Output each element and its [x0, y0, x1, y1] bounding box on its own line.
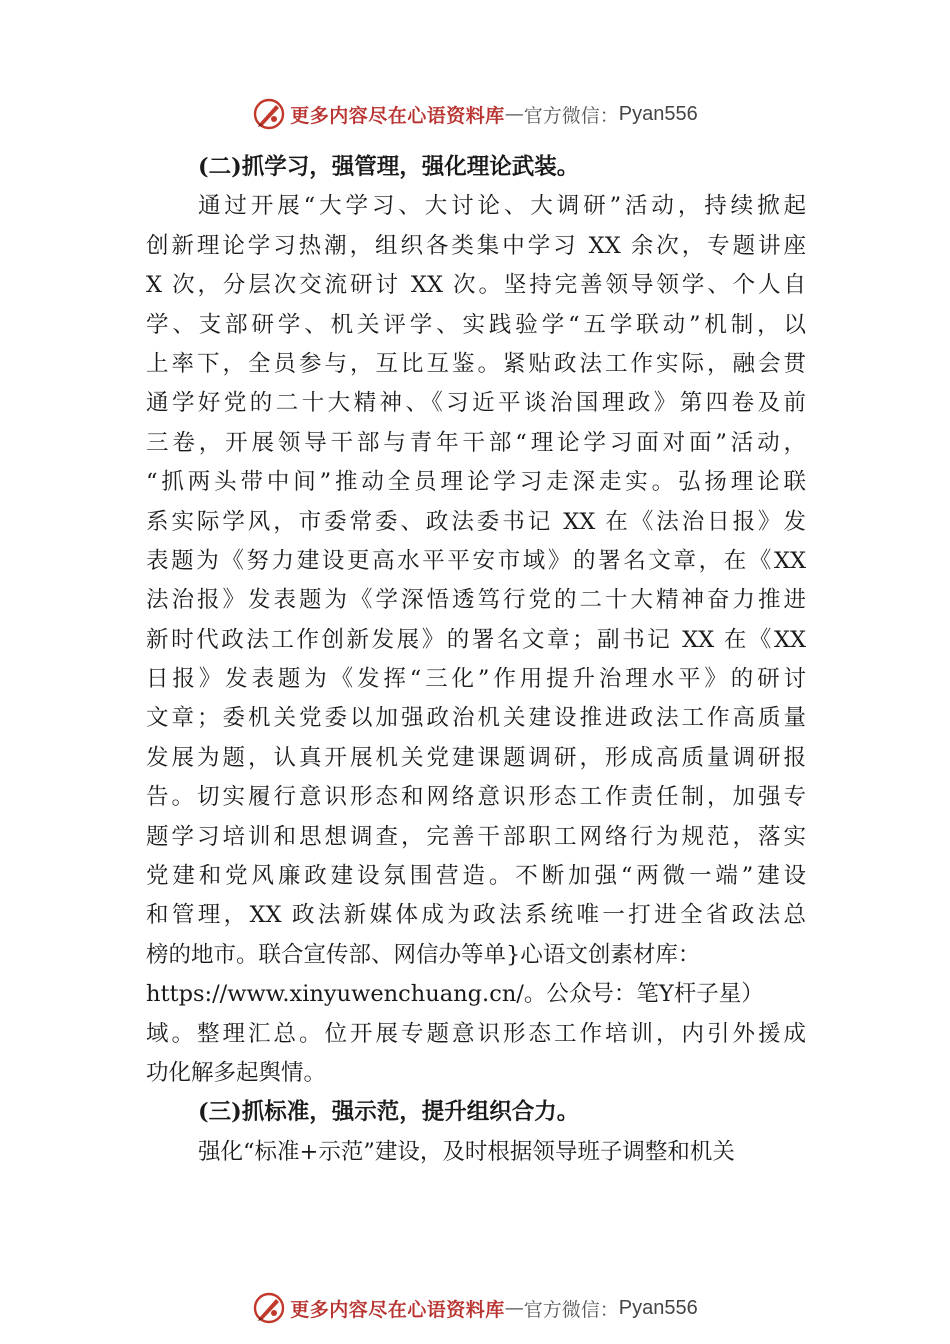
paragraph-line: 和管理，XX 政法新媒体成为政法系统唯一打进全省政法总	[146, 902, 806, 929]
paragraph-line: 告。切实履行意识形态和网络意识形态工作责任制，加强专	[146, 784, 806, 811]
footer-banner	[0, 1288, 950, 1328]
paragraph-line: 上率下，全员参与，互比互鉴。紧贴政法工作实际，融会贯	[146, 350, 806, 377]
paragraph-line: 系实际学风，市委常委、政法委书记 XX 在《法治日报》发	[146, 508, 806, 535]
section-heading-2: (二)抓学习，强管理，强化理论武装。	[198, 154, 580, 180]
paragraph-line: 强化“标准+示范”建设，及时根据领导班子调整和机关	[198, 1138, 735, 1165]
document-body	[146, 148, 806, 1172]
pen-logo-icon	[252, 1291, 286, 1325]
paragraph-line: 发展为题，认真开展机关党建课题调研，形成高质量调研报	[146, 744, 806, 771]
paragraph-line: 文章；委机关党委以加强政治机关建设推进政法工作高质量	[146, 705, 806, 732]
paragraph-line: 榜的地市。联合宣传部、网信办等单}心语文创素材库：	[146, 941, 701, 968]
header-banner	[0, 94, 950, 134]
banner-title: 更多内容尽在心语资料库	[290, 1298, 505, 1321]
paragraph-line: 创新理论学习热潮，组织各类集中学习 XX 余次，专题讲座	[146, 232, 806, 259]
paragraph-line: 日报》发表题为《发挥“三化”作用提升治理水平》的研讨	[146, 666, 806, 693]
paragraph-line: 党建和党风廉政建设氛围营造。不断加强“两微一端”建设	[146, 863, 806, 890]
section-heading-3: (三)抓标准，强示范，提升组织合力。	[198, 1099, 580, 1126]
paragraph-line: X 次，分层次交流研讨 XX 次。坚持完善领导领学、个人自	[146, 272, 806, 299]
banner-wechat-label: 官方微信：	[523, 1298, 619, 1321]
paragraph-line: “抓两头带中间”推动全员理论学习走深走实。弘扬理论联	[146, 469, 806, 496]
paragraph-line: https://www.xinyuwenchuang.cn/。公众号：笔Y杆子星）	[146, 981, 764, 1008]
paragraph-line: 学、支部研学、机关评学、实践验学“五学联动”机制，以	[146, 311, 806, 338]
paragraph-line: 功化解多起舆情。	[146, 1059, 327, 1086]
banner-title: 更多内容尽在心语资料库	[290, 104, 505, 127]
banner-wechat-id: Pyan556	[618, 102, 698, 125]
paragraph-line: 表题为《努力建设更高水平平安市域》的署名文章，在《XX	[146, 547, 806, 574]
banner-wechat-id: Pyan556	[618, 1296, 698, 1319]
paragraph-line: 通过开展“大学习、大讨论、大调研”活动，持续掀起	[198, 193, 806, 220]
paragraph-line: 通学好党的二十大精神、《习近平谈治国理政》第四卷及前	[146, 390, 806, 417]
paragraph-line: 题学习培训和思想调查，完善干部职工网络行为规范，落实	[146, 823, 806, 850]
paragraph-line: 新时代政法工作创新发展》的署名文章；副书记 XX 在《XX	[146, 626, 806, 653]
banner-dash: —	[504, 103, 524, 125]
paragraph-line: 域。整理汇总。位开展专题意识形态工作培训，内引外援成	[146, 1020, 806, 1047]
banner-wechat-label: 官方微信：	[523, 104, 619, 127]
pen-logo-icon	[252, 97, 286, 131]
paragraph-line: 法治报》发表题为《学深悟透笃行党的二十大精神奋力推进	[146, 587, 806, 614]
paragraph-line: 三卷，开展领导干部与青年干部“理论学习面对面”活动，	[146, 429, 806, 456]
banner-dash: —	[504, 1297, 524, 1319]
